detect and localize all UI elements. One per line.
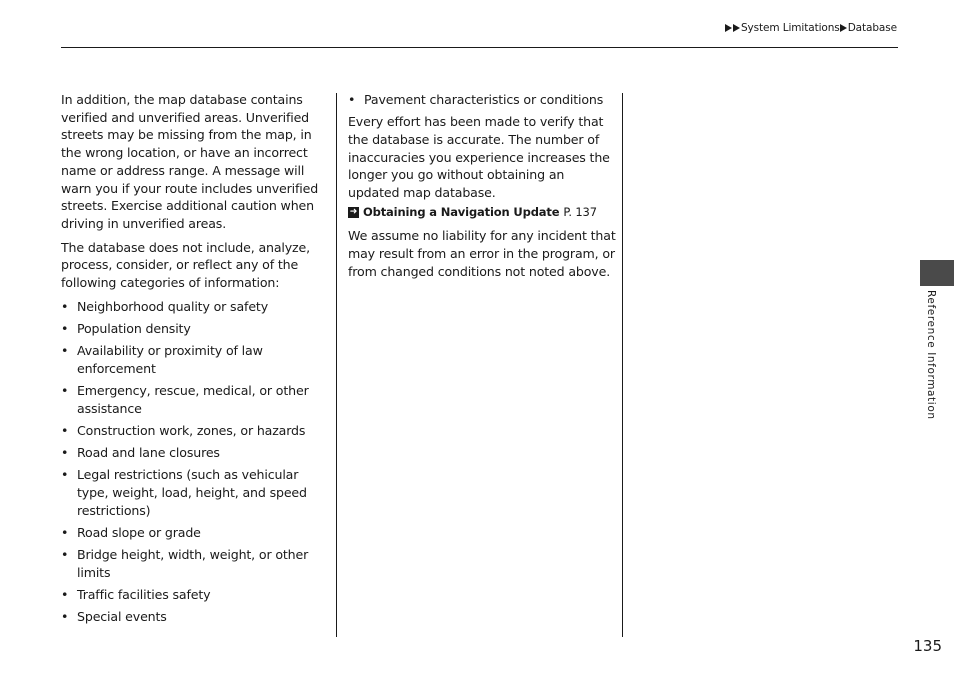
section-tab[interactable] xyxy=(920,260,954,286)
breadcrumb-item-database[interactable]: Database xyxy=(847,22,897,34)
list-item: • Traffic facilities safety xyxy=(61,586,331,604)
header-rule xyxy=(61,47,898,48)
body-paragraph: In addition, the map database contains verified and unverified areas. Unverified streets may be missing from the map, in the wrong location, or have an incorrect name or address range. A message will warn you if your route includes unverified streets. Exercise additional caution when driving in unverified areas. xyxy=(61,92,319,231)
cross-reference-link[interactable] xyxy=(348,204,618,222)
list-item: • Construction work, zones, or hazards xyxy=(61,422,331,440)
breadcrumb-arrow-icon xyxy=(733,24,740,32)
page-number: 135 xyxy=(913,637,942,655)
section-tab-label: Reference Information xyxy=(925,290,937,420)
cross-reference-title[interactable]: Obtaining a Navigation Update xyxy=(363,204,560,219)
breadcrumb xyxy=(725,22,897,34)
list-item: • Emergency, rescue, medical, or other assistance xyxy=(61,382,331,417)
cross-reference-arrow-icon: ➜ xyxy=(349,207,358,218)
list-item: • Legal restrictions (such as vehicular type, weight, load, height, and speed restrictions) xyxy=(61,466,331,519)
body-paragraph: The database does not include, analyze, process, consider, or reflect any of the following categories of information: xyxy=(61,239,310,291)
category-list xyxy=(61,298,331,626)
list-item: • Bridge height, width, weight, or other limits xyxy=(61,546,331,581)
list-item: • Neighborhood quality or safety xyxy=(61,298,331,316)
breadcrumb-arrow-icon xyxy=(840,24,847,32)
breadcrumb-arrow-icon xyxy=(725,24,732,32)
category-list-continued xyxy=(348,91,618,109)
list-item: • Population density xyxy=(61,320,331,338)
list-item: • Special events xyxy=(61,608,331,626)
column-divider xyxy=(622,93,623,637)
body-paragraph: We assume no liability for any incident that may result from an error in the program, or from changed conditions not noted above. xyxy=(348,228,616,279)
left-column xyxy=(61,91,331,630)
cross-reference-page[interactable]: P. 137 xyxy=(563,204,597,219)
list-item: • Road slope or grade xyxy=(61,524,331,542)
breadcrumb-item-system-limitations[interactable]: System Limitations xyxy=(740,22,840,34)
list-item: • Availability or proximity of law enforcement xyxy=(61,342,331,377)
column-divider xyxy=(336,93,337,637)
middle-column xyxy=(348,91,618,287)
list-item: • Pavement characteristics or conditions xyxy=(348,91,618,109)
list-item: • Road and lane closures xyxy=(61,444,331,462)
body-paragraph: Every effort has been made to verify that the database is accurate. The number of inaccuracies you experience increases the longer you go without obtaining an updated map database. xyxy=(348,114,610,201)
